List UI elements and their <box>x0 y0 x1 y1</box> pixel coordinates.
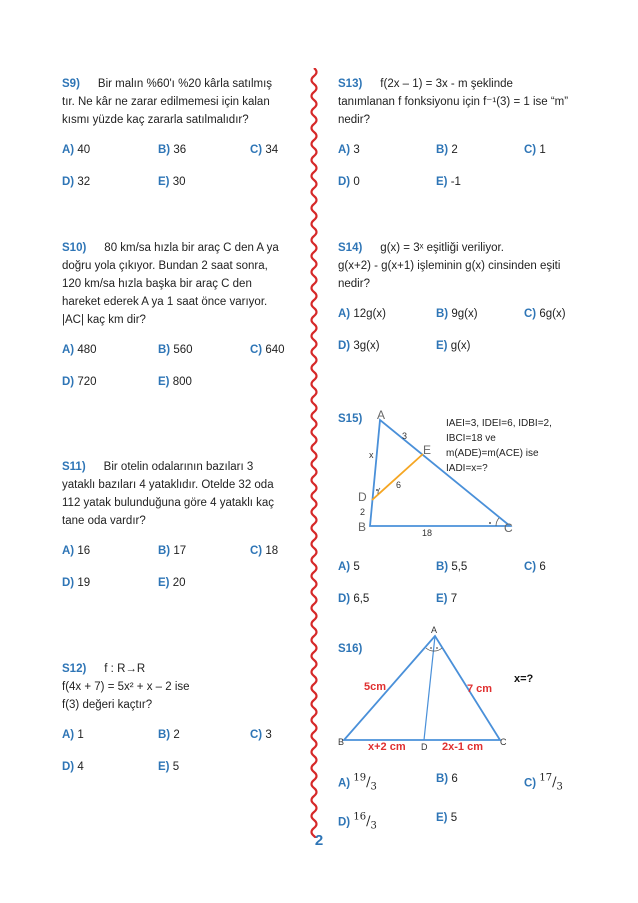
option-c[interactable]: C) 34 <box>250 144 279 156</box>
segment-dc-label: 2x-1 cm <box>442 741 483 753</box>
question-15-note: IAEI=3, IDEI=6, IDBI=2, IBCI=18 ve m(ADE)=m(ACE) ise IADI=x=? <box>446 418 552 474</box>
option-a[interactable]: A) $^{19}/_3$ <box>338 773 377 793</box>
column-divider <box>306 68 322 838</box>
vertex-a-label: A <box>431 625 438 635</box>
option-b[interactable]: B) 2 <box>158 729 180 741</box>
question-16-number: S16) <box>338 643 363 655</box>
question-number: S11) <box>62 461 86 473</box>
options <box>338 141 570 191</box>
question-15-number: S15) <box>338 413 363 425</box>
option-a[interactable]: A) 480 <box>62 344 97 356</box>
option-c[interactable]: C) 18 <box>250 545 279 557</box>
question-14 <box>338 239 570 355</box>
option-b[interactable]: B) 9g(x) <box>436 308 478 320</box>
option-a[interactable]: A) 12g(x) <box>338 308 386 320</box>
question-line: g(x+2) - g(x+1) işleminin g(x) cinsinden eşiti nedir? <box>338 260 561 290</box>
options <box>338 770 570 836</box>
option-d[interactable]: D) 3g(x) <box>338 340 380 352</box>
option-a[interactable]: A) 40 <box>62 144 91 156</box>
question-text: 80 km/sa hızla bir araç C den A ya doğru yola çıkıyor. Bundan 2 saat sonra, 120 km/sa hızla başka bir araç C den hareket ederek A ya 1 saat önce varıyor. |AC| kaç km dir? <box>62 242 279 326</box>
question-15-options <box>338 558 570 608</box>
option-c[interactable]: C) 3 <box>250 729 272 741</box>
question-line: g(x) = 3ˣ eşitliği veriliyor. <box>380 242 504 254</box>
question-number: S10) <box>62 242 87 254</box>
question-text: Bir otelin odalarının bazıları 3 yataklı bazıları 4 yataklıdır. Otelde 32 oda 112 yatak bulunduğuna göre 4 yataklı kaç tane oda vardır? <box>62 461 275 527</box>
option-e[interactable]: E) -1 <box>436 176 461 188</box>
segment-db-label: 2 <box>360 507 366 517</box>
option-a[interactable]: A) 1 <box>62 729 84 741</box>
option-d[interactable]: D) 6,5 <box>338 593 370 605</box>
question-number: S13) <box>338 78 363 90</box>
option-d[interactable]: D) 0 <box>338 176 360 188</box>
option-c[interactable]: C) $^{17}/_3$ <box>524 773 563 793</box>
question-line: f(4x + 7) = 5x² + x – 2 ise <box>62 681 190 693</box>
option-d[interactable]: D) $^{16}/_3$ <box>338 811 377 832</box>
option-d[interactable]: D) 19 <box>62 577 91 589</box>
segment-ae-label: 3 <box>402 431 408 441</box>
page-number: 2 <box>314 832 324 849</box>
options <box>62 726 284 776</box>
question-16-options <box>338 770 570 836</box>
triangle-diagram-16 <box>334 622 564 754</box>
option-e[interactable]: E) 5 <box>436 811 458 824</box>
option-a[interactable]: A) 3 <box>338 144 360 156</box>
option-c[interactable]: C) 640 <box>250 344 285 356</box>
option-a[interactable]: A) 16 <box>62 545 91 557</box>
vertex-d-label: D <box>358 490 367 504</box>
question-10 <box>62 239 284 391</box>
vertex-a-label: A <box>377 408 386 422</box>
option-b[interactable]: B) 6 <box>436 773 458 785</box>
option-e[interactable]: E) g(x) <box>436 340 471 352</box>
segment-bc-label: 18 <box>422 528 433 538</box>
question-13 <box>338 75 570 191</box>
segment-bd-label: x+2 cm <box>368 741 406 753</box>
option-c[interactable]: C) 1 <box>524 144 546 156</box>
option-c[interactable]: C) 6g(x) <box>524 308 566 320</box>
option-b[interactable]: B) 560 <box>158 344 193 356</box>
option-e[interactable]: E) 20 <box>158 577 186 589</box>
options <box>62 542 284 592</box>
question-9 <box>62 75 284 191</box>
segment-x-label: x <box>369 450 374 460</box>
question-16-ask: x=? <box>514 673 534 685</box>
vertex-d-label: D <box>421 742 428 752</box>
option-e[interactable]: E) 7 <box>436 593 458 605</box>
option-c[interactable]: C) 6 <box>524 561 546 573</box>
side-ab-label: 5cm <box>364 681 387 693</box>
option-b[interactable]: B) 2 <box>436 144 458 156</box>
option-a[interactable]: A) 5 <box>338 561 360 573</box>
options <box>338 558 570 608</box>
option-e[interactable]: E) 30 <box>158 176 186 188</box>
question-text: Bir malın %60'ı %20 kârla satılmış tır. Ne kâr ne zarar edilmemesi için kalan kısmı yüzde kaç zararla satılmalıdır? <box>62 78 273 126</box>
vertex-c-label: C <box>500 737 507 747</box>
vertex-c-label: C <box>504 521 513 535</box>
question-text: f(2x – 1) = 3x - m şeklinde tanımlanan f fonksiyonu için f⁻¹(3) = 1 ise “m” nedir? <box>338 78 569 126</box>
options <box>62 141 284 191</box>
vertex-e-label: E <box>423 443 432 457</box>
option-d[interactable]: D) 720 <box>62 376 97 388</box>
question-number: S9) <box>62 78 80 90</box>
question-line: f(3) değeri kaçtır? <box>62 699 153 711</box>
segment-de-label: 6 <box>396 480 402 490</box>
side-ac-label: 7 cm <box>467 683 493 695</box>
question-number: S14) <box>338 242 363 254</box>
option-e[interactable]: E) 5 <box>158 761 180 773</box>
option-b[interactable]: B) 36 <box>158 144 187 156</box>
vertex-b-label: B <box>338 737 345 747</box>
options <box>338 305 570 355</box>
option-d[interactable]: D) 32 <box>62 176 91 188</box>
vertex-b-label: B <box>358 520 367 534</box>
question-12 <box>62 660 284 776</box>
question-line: f : R→R <box>104 663 146 675</box>
question-11 <box>62 458 284 592</box>
option-d[interactable]: D) 4 <box>62 761 84 773</box>
option-e[interactable]: E) 800 <box>158 376 192 388</box>
question-number: S12) <box>62 663 87 675</box>
option-b[interactable]: B) 17 <box>158 545 187 557</box>
options <box>62 341 284 391</box>
option-b[interactable]: B) 5,5 <box>436 561 468 573</box>
